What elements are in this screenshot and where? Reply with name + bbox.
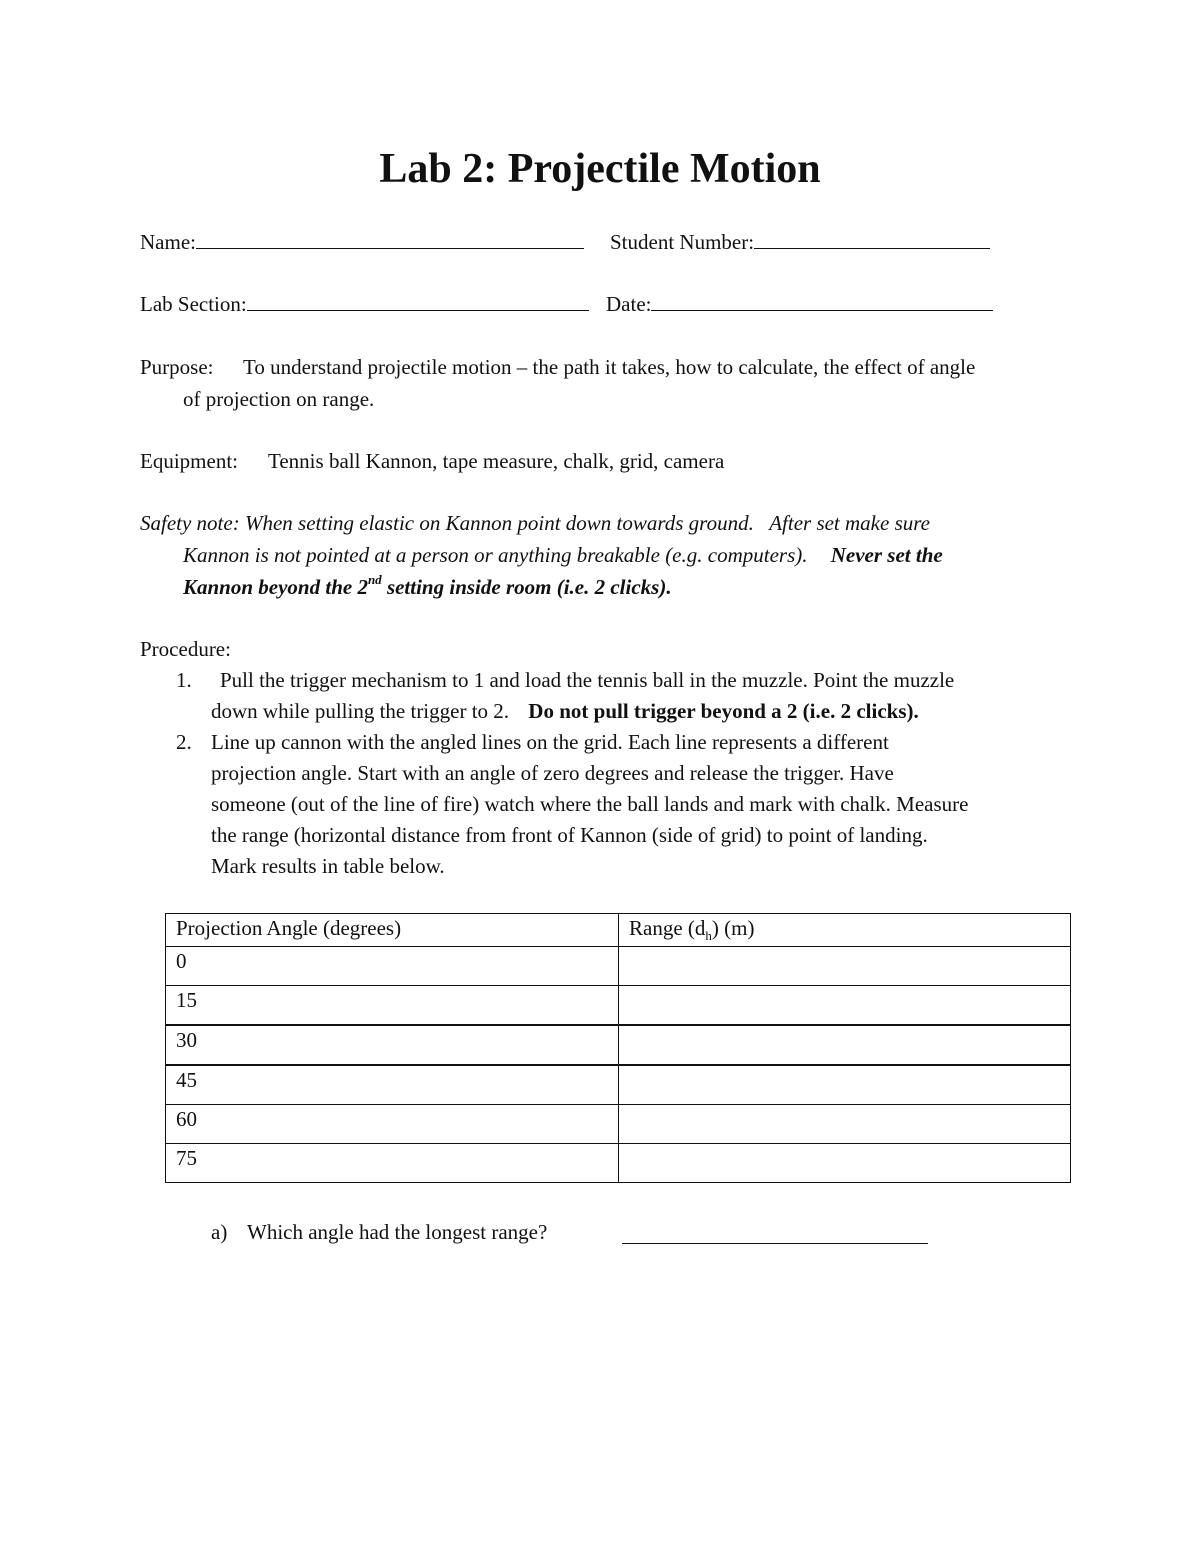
angle-cell: 30	[166, 1025, 619, 1065]
table-row	[166, 1065, 1071, 1105]
range-cell[interactable]	[619, 1144, 1071, 1183]
name-row	[140, 232, 584, 253]
question-a-marker: a)	[211, 1220, 228, 1244]
purpose-line-2: of projection on range.	[183, 387, 375, 411]
step-2-line-5: Mark results in table below.	[211, 854, 445, 878]
step-2-line-4: the range (horizontal distance from front of Kannon (side of grid) to point of landing.	[211, 823, 928, 847]
step-2-number: 2.	[176, 730, 192, 754]
purpose-label: Purpose:	[140, 355, 214, 379]
lab-section-label: Lab Section:	[140, 292, 247, 316]
step-2-line-1: Line up cannon with the angled lines on the grid. Each line represents a different	[211, 730, 889, 754]
question-a-text: Which angle had the longest range?	[247, 1220, 548, 1244]
purpose-line-1: To understand projectile motion – the path it takes, how to calculate, the effect of angle	[243, 355, 976, 379]
safety-line-1	[140, 513, 930, 534]
procedure-label: Procedure:	[140, 637, 231, 661]
safety-warning-start: Never set the	[830, 543, 943, 567]
safety-warning-sup: nd	[367, 572, 382, 587]
question-a-answer-blank[interactable]	[622, 1222, 928, 1244]
range-cell[interactable]	[619, 1065, 1071, 1105]
name-blank[interactable]	[196, 248, 584, 249]
step-1-text: down while pulling the trigger to 2.	[211, 699, 510, 723]
angle-cell: 45	[166, 1065, 619, 1105]
range-cell[interactable]	[619, 1025, 1071, 1065]
table-row	[166, 1144, 1071, 1183]
range-cell[interactable]	[619, 1105, 1071, 1144]
safety-line-2-text: Kannon is not pointed at a person or anything breakable (e.g. computers).	[183, 543, 808, 567]
safety-line-3	[183, 572, 672, 599]
step-2-line-2: projection angle. Start with an angle of zero degrees and release the trigger. Have	[211, 761, 894, 785]
range-cell[interactable]	[619, 986, 1071, 1026]
student-number-row	[610, 232, 990, 253]
step-2-line-3: someone (out of the line of fire) watch where the ball lands and mark with chalk. Measure	[211, 792, 969, 816]
table-row	[166, 1025, 1071, 1065]
angle-cell: 60	[166, 1105, 619, 1144]
name-label: Name:	[140, 230, 196, 254]
safety-line-1-text: When setting elastic on Kannon point down towards ground. After set make sure	[239, 511, 930, 535]
table-header-row	[166, 914, 1071, 947]
page-title: Lab 2: Projectile Motion	[379, 146, 821, 192]
safety-warning-b: setting inside room (i.e. 2 clicks).	[381, 575, 672, 599]
equipment-label: Equipment:	[140, 449, 238, 473]
table-row	[166, 1105, 1071, 1144]
step-1-line-2	[211, 701, 919, 722]
table-header-range: Range $(d_h)$ (m)	[619, 914, 1071, 947]
step-1-line-1: Pull the trigger mechanism to 1 and load the tennis ball in the muzzle. Point the muzzle	[220, 668, 955, 692]
safety-warning-a: Kannon beyond the 2	[183, 575, 368, 599]
date-blank[interactable]	[651, 310, 993, 311]
angle-cell: 75	[166, 1144, 619, 1183]
table-row	[166, 986, 1071, 1026]
step-1-number: 1.	[176, 668, 192, 692]
range-cell[interactable]	[619, 947, 1071, 986]
student-number-blank[interactable]	[754, 248, 990, 249]
student-number-label: Student Number:	[610, 230, 755, 254]
question-a-answer-row	[622, 1222, 928, 1248]
lab-section-row	[140, 294, 589, 315]
safety-label: Safety note:	[140, 511, 240, 535]
angle-cell: 15	[166, 986, 619, 1026]
equipment-text: Tennis ball Kannon, tape measure, chalk, grid, camera	[268, 449, 725, 473]
table-row	[166, 947, 1071, 986]
results-table	[165, 913, 1071, 1183]
lab-section-blank[interactable]	[247, 310, 589, 311]
step-1-warning: Do not pull trigger beyond a 2 (i.e. 2 clicks).	[528, 699, 919, 723]
angle-cell: 0	[166, 947, 619, 986]
table-header-angle: Projection Angle (degrees)	[166, 914, 619, 947]
date-label: Date:	[606, 292, 652, 316]
safety-line-2	[183, 545, 943, 566]
date-row	[606, 294, 993, 315]
